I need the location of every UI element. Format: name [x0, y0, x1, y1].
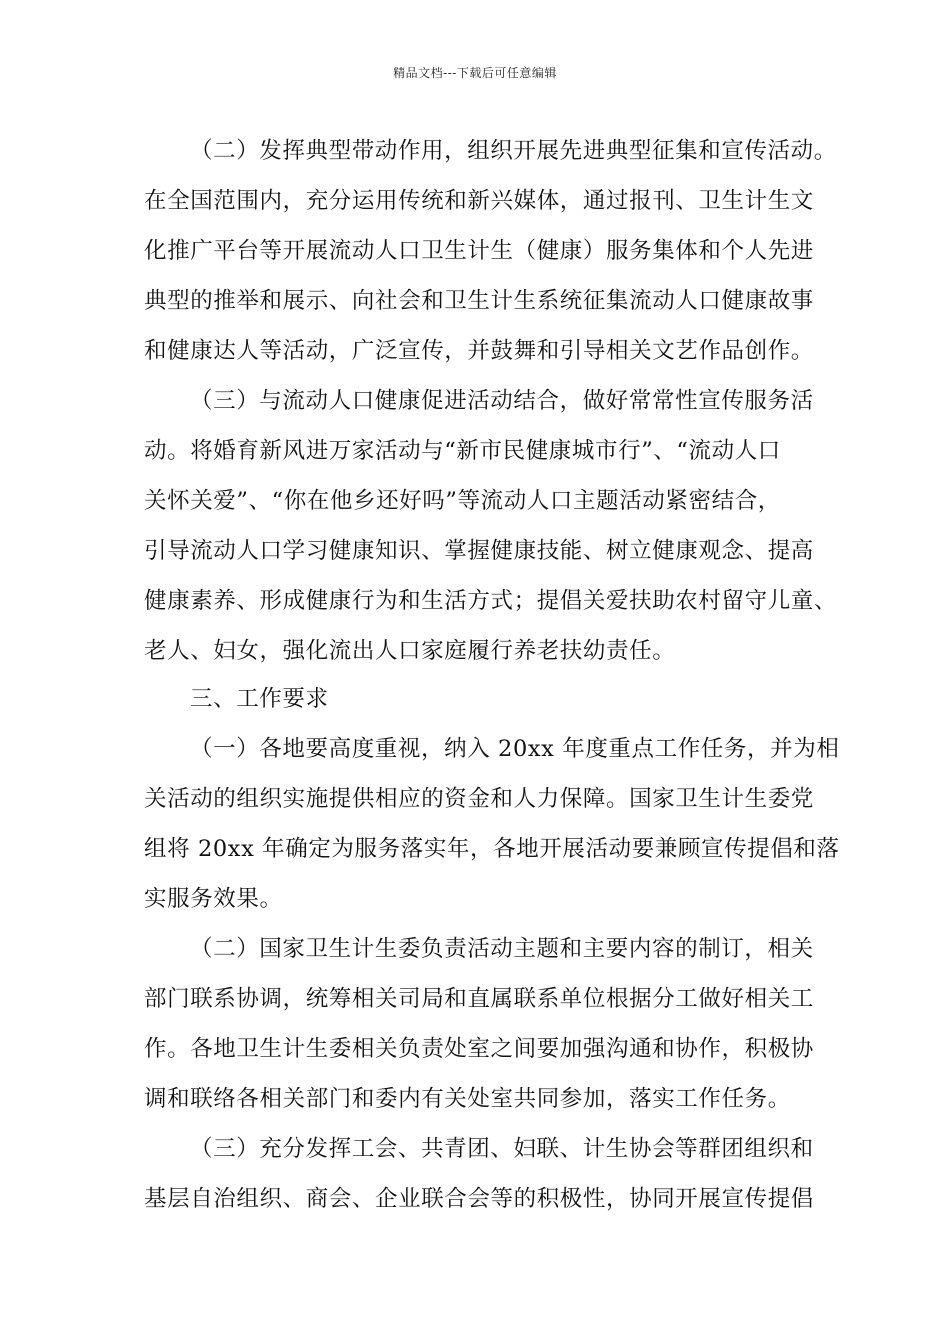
paragraph-line: 关怀关爱”、“你在他乡还好吗”等流动人口主题活动紧密结合， [144, 488, 781, 514]
section-heading: 三、工作要求 [190, 686, 329, 712]
paragraph-line: （一）各地要高度重视，纳入 20xx 年度重点工作任务，并为相 [190, 736, 840, 762]
paragraph-line: 关活动的组织实施提供相应的资金和人力保障。国家卫生计生委党 [144, 786, 814, 812]
paragraph-line: 在全国范围内，充分运用传统和新兴媒体，通过报刊、卫生计生文 [144, 188, 814, 214]
paragraph-line: 作。各地卫生计生委相关负责处室之间要加强沟通和协作，积极协 [144, 1036, 814, 1062]
paragraph-line: 基层自治组织、商会、企业联合会等的积极性，协同开展宣传提倡 [144, 1186, 814, 1212]
paragraph-line: 引导流动人口学习健康知识、掌握健康技能、树立健康观念、提高 [144, 538, 814, 564]
paragraph-line: 老人、妇女，强化流出人口家庭履行养老扶幼责任。 [144, 638, 676, 664]
paragraph-line: （三）与流动人口健康促进活动结合，做好常常性宣传服务活 [190, 388, 814, 414]
paragraph-line: 和健康达人等活动，广泛宣传，并鼓舞和引导相关文艺作品创作。 [144, 338, 814, 364]
paragraph-line: 典型的推举和展示、向社会和卫生计生系统征集流动人口健康故事 [144, 288, 814, 314]
paragraph-line: 化推广平台等开展流动人口卫生计生（健康）服务集体和个人先进 [144, 238, 814, 264]
paragraph-line: 动。将婚育新风进万家活动与“新市民健康城市行”、“流动人口 [144, 438, 781, 464]
paragraph-line: （二）国家卫生计生委负责活动主题和主要内容的制订，相关 [190, 936, 814, 962]
paragraph-line: 健康素养、形成健康行为和生活方式；提倡关爱扶助农村留守儿童、 [144, 588, 838, 614]
paragraph-line: （二）发挥典型带动作用，组织开展先进典型征集和宣传活动。 [190, 138, 837, 164]
paragraph-line: （三）充分发挥工会、共青团、妇联、计生协会等群团组织和 [190, 1136, 814, 1162]
paragraph-line: 实服务效果。 [144, 886, 283, 912]
paragraph-line: 组将 20xx 年确定为服务落实年，各地开展活动要兼顾宣传提倡和落 [144, 836, 840, 862]
page-header: 精品文档---下载后可任意编辑 [393, 66, 557, 80]
paragraph-line: 调和联络各相关部门和委内有关处室共同参加，落实工作任务。 [144, 1086, 791, 1112]
paragraph-line: 部门联系协调，统筹相关司局和直属联系单位根据分工做好相关工 [144, 986, 814, 1012]
